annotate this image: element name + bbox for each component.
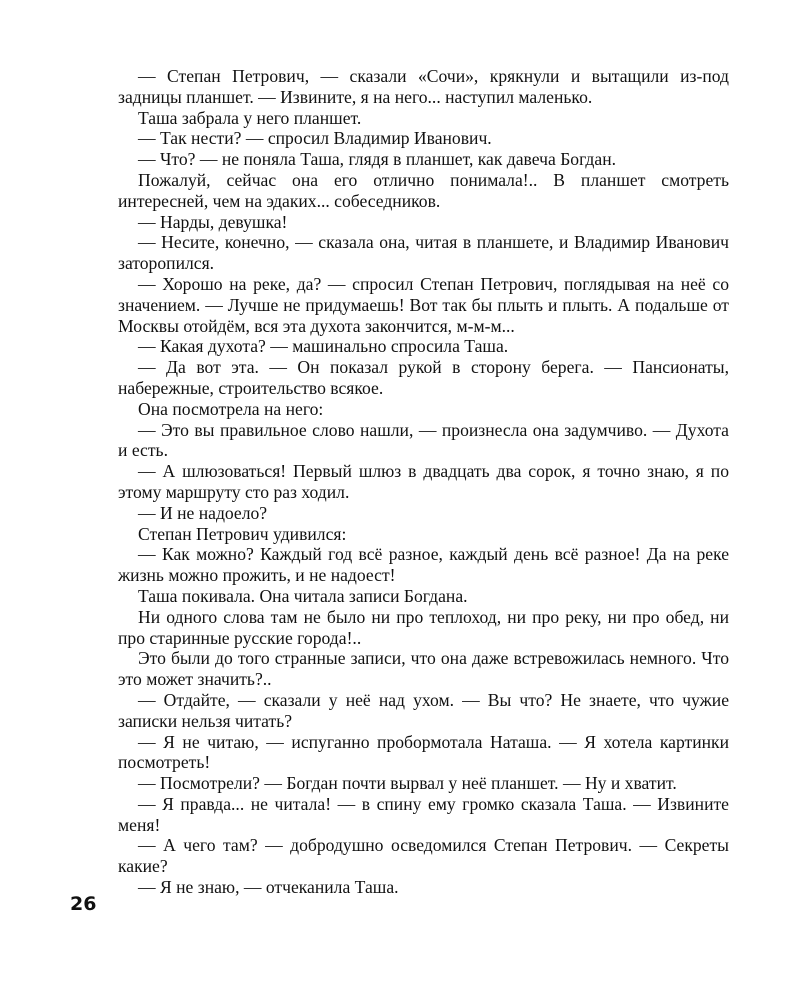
paragraph: — Хорошо на реке, да? — спросил Степан Петрович, поглядывая на неё со значением. — Лучше не придумаешь! Вот так бы плыть и плыть. А подальше от Москвы отойдём, вся эта духота закончится, м-м-м... — [118, 273, 729, 336]
paragraph: — Посмотрели? — Богдан почти вырвал у неё планшет. — Ну и хватит. — [138, 773, 677, 794]
paragraph: Пожалуй, сейчас она его отлично понимала!.. В планшет смотреть интересней, чем на эдаких... собеседников. — [118, 169, 729, 211]
paragraph: Она посмотрела на него: — [138, 398, 324, 419]
paragraph: — Нарды, девушка! — [138, 211, 288, 232]
paragraph: — И не надоело? — [138, 502, 268, 523]
paragraph: — Отдайте, — сказали у неё над ухом. — Вы что? Не знаете, что чужие записки нельзя читать? — [118, 689, 729, 731]
paragraph: — Что? — не поняла Таша, глядя в планшет, как давеча Богдан. — [138, 149, 617, 170]
paragraph: — А чего там? — добродушно осведомился Степан Петрович. — Секреты какие? — [118, 835, 729, 877]
paragraph: Таша забрала у него планшет. — [138, 107, 362, 128]
paragraph: — Я не знаю, — отчеканила Таша. — [138, 877, 399, 898]
paragraph: Ни одного слова там не было ни про теплоход, ни про реку, ни про обед, ни про старинные русские города!.. — [118, 606, 729, 648]
paragraph: Степан Петрович удивился: — [138, 523, 347, 544]
paragraph: — Я не читаю, — испуганно пробормотала Наташа. — Я хотела картинки посмотреть! — [118, 731, 729, 773]
paragraph: Это были до того странные записи, что она даже встревожилась немного. Что это может значить?.. — [118, 648, 729, 690]
paragraph: — Какая духота? — машинально спросила Таша. — [138, 336, 509, 357]
paragraph: — Так нести? — спросил Владимир Иванович. — [138, 128, 492, 149]
paragraph: — Я правда... не читала! — в спину ему громко сказала Таша. — Извините меня! — [118, 793, 729, 835]
paragraph: — Как можно? Каждый год всё разное, каждый день всё разное! Да на реке жизнь можно прожить, и не надоест! — [118, 544, 729, 586]
page-number: 26 — [70, 893, 97, 915]
paragraph: — Да вот эта. — Он показал рукой в сторону берега. — Пансионаты, набережные, строительство всякое. — [118, 357, 729, 398]
paragraph: Таша покивала. Она читала записи Богдана. — [138, 585, 468, 606]
paragraph: — А шлюзоваться! Первый шлюз в двадцать два сорок, я точно знаю, я по этому маршруту сто раз ходил. — [118, 461, 729, 502]
paragraph: — Это вы правильное слово нашли, — произнесла она задумчиво. — Духота и есть. — [118, 419, 729, 461]
body-text — [118, 66, 729, 898]
paragraph: — Степан Петрович, — сказали «Сочи», крякнули и вытащили из-под задницы планшет. — Извините, я на него... наступил маленько. — [118, 66, 729, 107]
paragraph: — Несите, конечно, — сказала она, читая в планшете, и Владимир Иванович заторопился. — [118, 232, 729, 274]
